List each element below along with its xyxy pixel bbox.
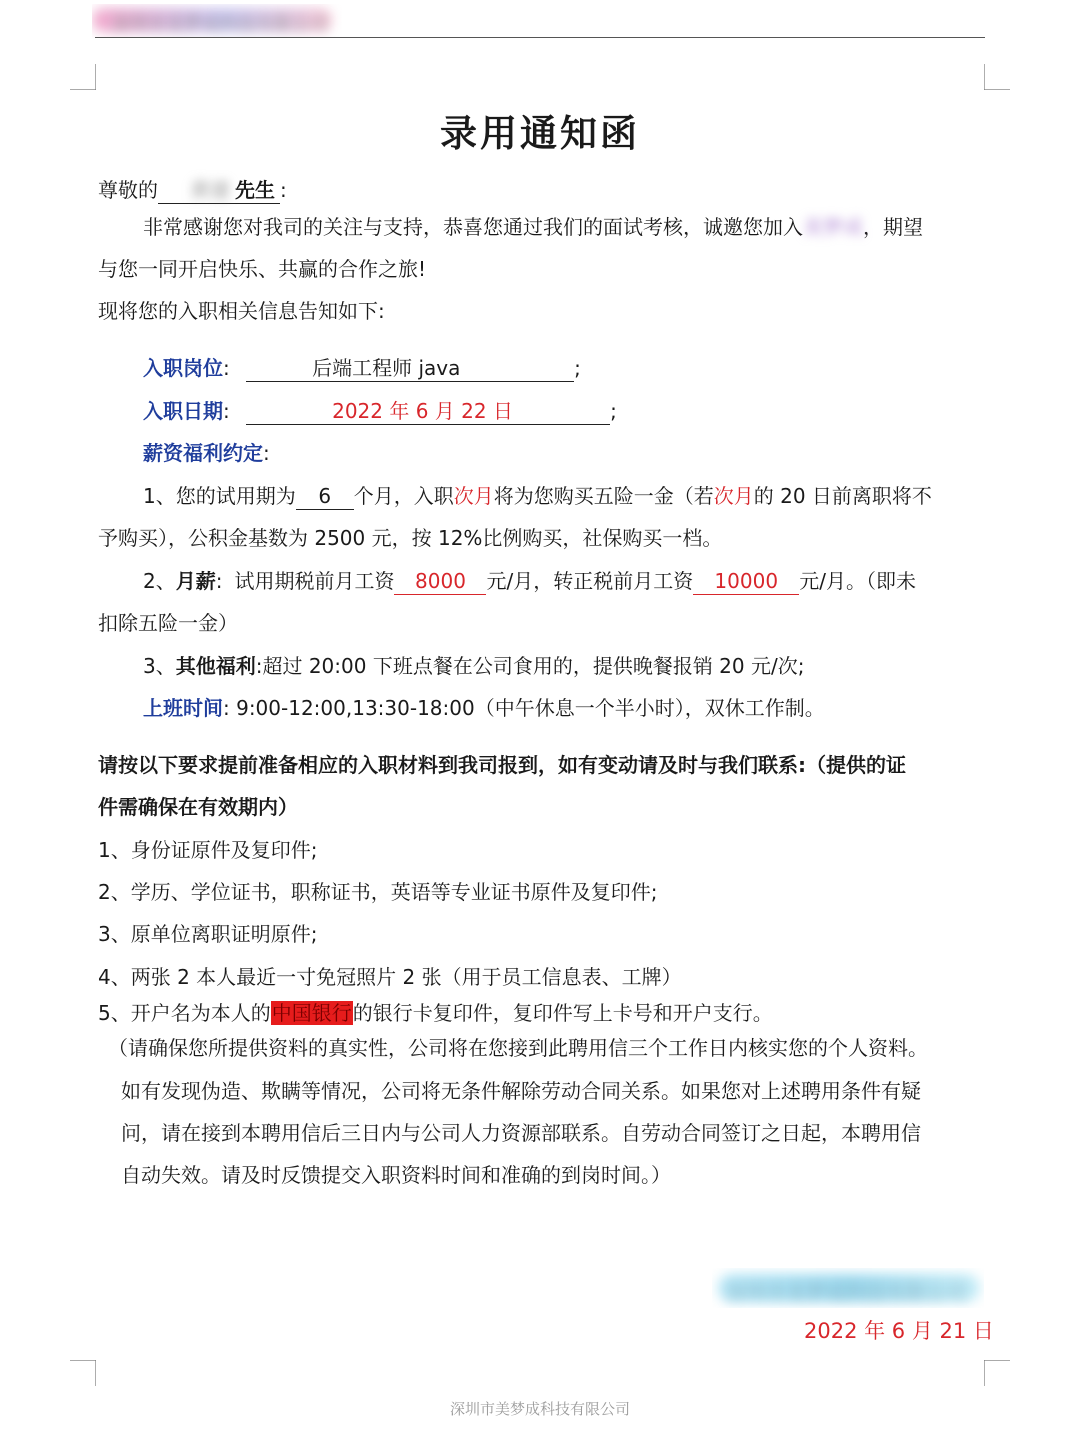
start-date-label: 入职日期 [143, 399, 223, 423]
next-month-2: 次月 [713, 484, 754, 508]
item2-text-c: 元/月。（即未 [799, 569, 916, 593]
requirement-5-text-b: 的银行卡复印件，复印件写上卡号和开户支行。 [352, 1001, 773, 1025]
intro-text-a: 非常感谢您对我司的关注与支持，恭喜您通过我们的面试考核，诚邀您加入 [143, 215, 803, 239]
page-corner-mark-top-left [70, 64, 96, 90]
requirements-heading-line-2: 件需确保在有效期内） [98, 795, 298, 819]
position-end: ; [574, 356, 581, 380]
item3-text: :超过 20:00 下班点餐在公司食用的，提供晚餐报销 20 元/次; [255, 654, 805, 678]
work-time-text: : 9:00-12:00,13:30-18:00（中午休息一个半小时），双休工作制。 [223, 696, 825, 720]
probation-months: 6 [296, 483, 354, 510]
benefit-item-1-line-2: 予购买），公积金基数为 2500 元，按 12%比例购买，社保购买一档。 [98, 526, 723, 550]
page-corner-mark-bottom-right [984, 1360, 1010, 1386]
requirement-3: 3、原单位离职证明原件; [98, 922, 318, 946]
header-company-blurred: 深圳市美梦成科技有限公司 [92, 4, 342, 38]
benefits-heading [143, 439, 270, 467]
note-line-2: 如有发现伪造、欺瞒等情况，公司将无条件解除劳动合同关系。如果您对上述聘用条件有疑 [121, 1079, 921, 1103]
candidate-name-blurred: 黄建 [190, 178, 230, 202]
requirement-2: 2、学历、学位证书，职称证书，英语等专业证书原件及复印件; [98, 880, 658, 904]
intro-text-b: ，期望 [863, 215, 923, 239]
start-date-row [143, 397, 617, 425]
benefits-heading-label: 薪资福利约定 [143, 441, 263, 465]
candidate-name-field [158, 177, 230, 204]
note-line-4: 自动失效。请及时反馈提交入职资料时间和准确的到岗时间。） [121, 1163, 671, 1187]
header-rule [95, 37, 985, 38]
item1-text-a: 1、您的试用期为 [143, 484, 296, 508]
position-field [246, 355, 574, 382]
position-row [143, 354, 581, 382]
requirement-5-text-a: 5、开户名为本人的 [98, 1001, 271, 1025]
work-time-label: 上班时间 [143, 696, 223, 720]
salary-label: 月薪 [175, 569, 216, 593]
item1-text-c: 将为您购买五险一金（若 [493, 484, 714, 508]
greeting-prefix: 尊敬的 [98, 178, 158, 202]
item2-text-b: 元/月，转正税前月工资 [486, 569, 694, 593]
bank-name-highlight: 中国银行 [271, 1001, 352, 1025]
work-time-row [143, 694, 825, 722]
page-corner-mark-top-right [984, 64, 1010, 90]
position-colon: : [223, 356, 230, 380]
intro-line-1 [143, 213, 923, 241]
regular-salary: 10000 [693, 568, 799, 595]
greeting [98, 176, 287, 204]
position-value: 后端工程师 java [312, 356, 461, 380]
company-short-blurred: 美梦成 [803, 215, 863, 239]
benefit-item-2 [143, 567, 916, 595]
watermark-text: 深圳市美梦成科技有限公司 [449, 1400, 630, 1418]
item2-text-a: 试用期税前月工资 [234, 569, 395, 593]
signature-company-blurred: 深圳市美梦成科技有限公司 [712, 1268, 984, 1308]
signature-date: 2022 年 6 月 21 日 [804, 1319, 994, 1343]
greeting-colon: : [280, 178, 287, 202]
item1-text-d: 的 20 日前离职将不 [753, 484, 932, 508]
intro-line-3: 现将您的入职相关信息告知如下: [98, 299, 385, 323]
note-line-1: （请确保您所提供资料的真实性，公司将在您接到此聘用信三个工作日内核实您的个人资料。 [108, 1036, 928, 1060]
benefit-item-1 [143, 482, 932, 510]
item3-num: 3、 [143, 654, 176, 678]
start-date-colon: : [223, 399, 230, 423]
other-benefits-label: 其他福利 [175, 654, 256, 678]
next-month-1: 次月 [453, 484, 494, 508]
requirement-4: 4、两张 2 本人最近一寸免冠照片 2 张（用于员工信息表、工牌） [98, 965, 682, 989]
benefit-item-3 [143, 652, 804, 680]
item1-text-b: 个月，入职 [353, 484, 454, 508]
start-date-field [246, 398, 610, 425]
start-date-end: ; [610, 399, 617, 423]
benefit-item-2-line-2: 扣除五险一金） [98, 611, 238, 635]
page-corner-mark-bottom-left [70, 1360, 96, 1386]
document-title: 录用通知函 [440, 112, 640, 155]
benefits-heading-colon: : [263, 441, 270, 465]
requirement-1: 1、身份证原件及复印件; [98, 838, 318, 862]
start-date-value: 2022 年 6 月 22 日 [332, 399, 513, 423]
item2-num: 2、 [143, 569, 176, 593]
intro-line-2: 与您一同开启快乐、共赢的合作之旅! [98, 257, 427, 281]
note-line-3: 问，请在接到本聘用信后三日内与公司人力资源部联系。自劳动合同签订之日起，本聘用信 [121, 1121, 921, 1145]
requirements-heading-line-1: 请按以下要求提前准备相应的入职材料到我司报到，如有变动请及时与我们联系:（提供的证 [98, 753, 906, 777]
requirement-5 [98, 999, 773, 1027]
candidate-title: 先生 [230, 177, 280, 204]
position-label: 入职岗位 [143, 356, 223, 380]
probation-salary: 8000 [394, 568, 486, 595]
salary-colon: : [215, 569, 223, 593]
